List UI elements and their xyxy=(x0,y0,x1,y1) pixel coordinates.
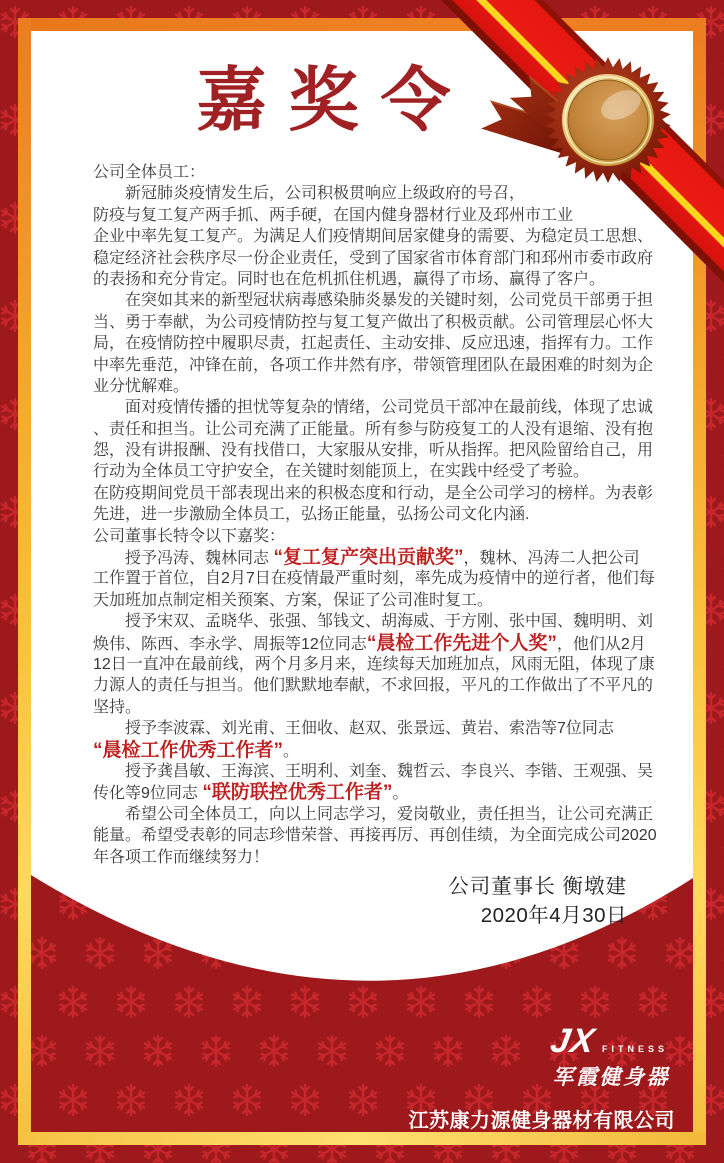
body-line: 面对疫情传播的担忧等复杂的情绪，公司党员干部冲在最前线，体现了忠诚 xyxy=(125,399,654,417)
body-line: 在防疫期间党员干部表现出来的积极态度和行动，是全公司学习的榜样。为表彰 xyxy=(93,484,654,502)
body-line: 的表扬和充分肯定。同时也在危机抓住机遇，赢得了市场、赢得了客户。 xyxy=(93,270,606,288)
body-line: 在突如其来的新型冠状病毒感染肺炎暴发的关键时刻，公司党员干部勇于担 xyxy=(125,292,654,310)
body-line: 业分忧解难。 xyxy=(93,377,190,395)
body-line: 力源人的责任与担当。他们默默地奉献，不求回报，平凡的工作做出了不平凡的 xyxy=(93,677,654,695)
company-logo-block xyxy=(408,1022,676,1133)
body-line: 、责任和担当。让公司充满了正能量。所有参与防疫复工的人没有退缩、没有抱 xyxy=(93,420,654,438)
body-line: 公司董事长特令以下嘉奖： xyxy=(93,527,286,545)
body-line: 企业中率先复工复产。为满足人们疫情期间居家健身的需要、为稳定员工思想、 xyxy=(93,228,654,246)
fitness-logo-text: FITNESS xyxy=(601,1043,668,1054)
award-title-text: “晨检工作优秀工作者” xyxy=(93,739,284,761)
body-line: 行动为全体员工守护安全，在关键时刻能顶上，在实践中经受了考验。 xyxy=(93,463,590,481)
body-line: 防疫与复工复产两手抓、两手硬，在国内健身器材行业及邳州市工业 xyxy=(93,206,574,224)
body-line: 年各项工作而继续努力！ xyxy=(93,848,270,866)
award-title-text: “联防联控优秀工作者” xyxy=(202,782,393,804)
body-line: 稳定经济社会秩序尽一份企业责任，受到了国家省市体育部门和邳州市委市政府 xyxy=(93,249,654,267)
award-title-text: “复工复产突出贡献奖” xyxy=(273,547,464,569)
body-line: 当、勇于奉献，为公司疫情防控与复工复产做出了积极贡献。公司管理层心怀大 xyxy=(93,313,654,331)
body-line: 授予宋双、孟晓华、张强、邹钱文、胡海威、于方刚、张中国、魏明明、刘 xyxy=(125,613,654,631)
document-title: 嘉奖令 xyxy=(196,58,473,141)
signature-date: 2020年4月30日 xyxy=(480,903,627,927)
jx-logo xyxy=(409,1022,669,1060)
body-line: 能量。希望受表彰的同志珍惜荣誉、再接再厉、再创佳绩，为全面完成公司2020 xyxy=(93,827,657,845)
body-line: 先进，进一步激励全体员工，弘扬正能量，弘扬公司文化内涵. xyxy=(93,506,530,524)
body-line: 坚持。 xyxy=(93,698,142,716)
company-name: 江苏康力源健身器材有限公司 xyxy=(408,1109,675,1132)
frame-border-left xyxy=(18,18,31,1145)
body-line: 授予李波霖、刘光甫、王佃收、赵双、张景远、黄岩、索浩等7位同志 xyxy=(125,720,614,738)
body-line: “晨检工作优秀工作者”。 xyxy=(93,739,300,761)
body-line: 焕伟、陈西、李永学、周振等12位同志“晨检工作先进个人奖”，他们从2月 xyxy=(93,632,646,654)
body-line: 局，在疫情防控中履职尽责，扛起责任、主动安排、反应迅速，指挥有力。工作 xyxy=(93,335,654,353)
body-line: 怨，没有讲报酬、没有找借口，大家服从安排，听从指挥。把风险留给自己，用 xyxy=(93,442,654,460)
document-body xyxy=(93,162,659,868)
body-line: 工作置于首位，自2月7日在疫情最严重时刻，率先成为疫情中的逆行者，他们每 xyxy=(93,570,655,588)
award-medal-icon xyxy=(533,43,683,193)
body-line: 公司全体员工： xyxy=(93,164,206,181)
body-line: 天加班加点制定相关预案、方案，保证了公司准时复工。 xyxy=(93,591,494,609)
signer-name: 公司董事长 衡墩建 xyxy=(448,875,627,898)
body-line: 中率先垂范，冲锋在前，各项工作井然有序，带领管理团队在最困难的时刻为企 xyxy=(93,356,654,374)
body-line: 授予冯涛、魏林同志 “复工复产突出贡献奖”，魏林、冯涛二人把公司 xyxy=(125,547,640,569)
body-line: 新冠肺炎疫情发生后，公司积极贯响应上级政府的号召， xyxy=(125,185,526,203)
body-line: 授予龚昌敏、王海滨、王明利、刘奎、魏哲云、李良兴、李锴、王观强、吴 xyxy=(125,762,654,780)
brand-name: 军霞健身器 xyxy=(552,1065,670,1089)
jx-logo-text: JX xyxy=(548,1022,599,1060)
frame-border-top xyxy=(18,18,706,31)
body-line: 12日一直冲在最前线，两个月多月来，连续每天加班加点，风雨无阻，体现了康 xyxy=(93,655,655,673)
signature-block xyxy=(448,875,627,928)
award-title-text: “晨检工作先进个人奖” xyxy=(366,632,557,654)
body-line: 希望公司全体员工，向以上同志学习，爱岗敬业，责任担当，让公司充满正 xyxy=(125,805,654,823)
frame-border-bottom xyxy=(18,1132,706,1145)
body-line: 传化等9位同志 “联防联控优秀工作者”。 xyxy=(93,782,409,804)
